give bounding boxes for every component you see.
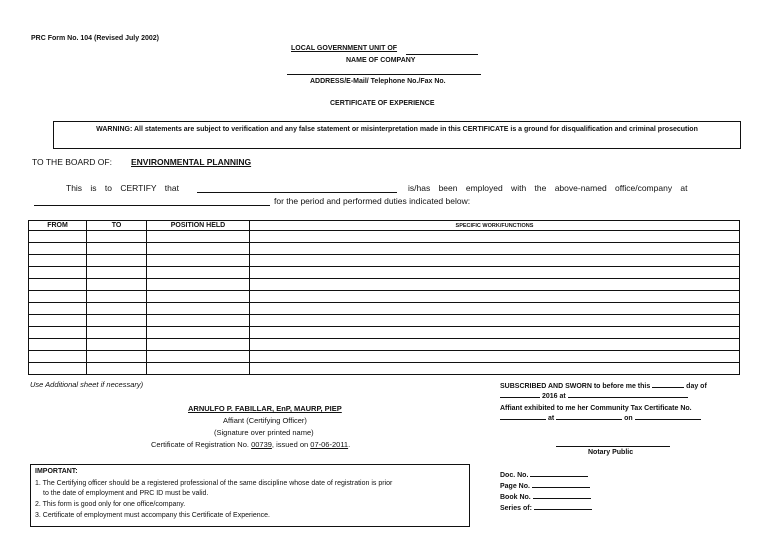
- table-row: [29, 291, 740, 303]
- doc-no-label: Doc. No.: [500, 472, 529, 479]
- from-cell[interactable]: [29, 351, 87, 363]
- position-cell[interactable]: [147, 363, 250, 375]
- affiant-name: ARNULFO P. FABILLAR, EnP, MAURP, PIEP: [188, 404, 342, 413]
- notary-label: Notary Public: [588, 449, 634, 456]
- to-cell[interactable]: [87, 231, 147, 243]
- ctc-place-blank[interactable]: [556, 419, 622, 420]
- position-cell[interactable]: [147, 315, 250, 327]
- employee-name-blank[interactable]: [197, 192, 397, 193]
- to-cell[interactable]: [87, 327, 147, 339]
- functions-cell[interactable]: [250, 267, 740, 279]
- page-no-row: [500, 483, 590, 490]
- position-cell[interactable]: [147, 255, 250, 267]
- to-cell[interactable]: [87, 363, 147, 375]
- lgu-label: LOCAL GOVERNMENT UNIT OF: [291, 45, 398, 52]
- sworn-line1: [500, 383, 707, 390]
- additional-sheet-note: Use Additional sheet if necessary): [30, 380, 144, 389]
- ctc-line: [500, 415, 701, 422]
- lgu-blank[interactable]: [406, 54, 478, 55]
- important-heading: IMPORTANT:: [35, 468, 78, 475]
- warning-text: WARNING: All statements are subject to verification and any false statement or misinterpretation made in this CERTIFICATE is a ground for disqualification and criminal prosecution: [96, 126, 698, 133]
- location-blank[interactable]: [34, 205, 270, 206]
- sworn-text: SUBSCRIBED AND SWORN to before me this: [500, 383, 651, 390]
- functions-cell[interactable]: [250, 231, 740, 243]
- to-cell[interactable]: [87, 303, 147, 315]
- position-cell[interactable]: [147, 291, 250, 303]
- book-no-row: [500, 494, 591, 501]
- table-row: [29, 303, 740, 315]
- position-cell[interactable]: [147, 279, 250, 291]
- doc-no-row: [500, 472, 588, 479]
- functions-cell[interactable]: [250, 291, 740, 303]
- to-cell[interactable]: [87, 291, 147, 303]
- position-cell[interactable]: [147, 327, 250, 339]
- important-box: [30, 464, 470, 527]
- board-label: TO THE BOARD OF:: [32, 157, 112, 167]
- functions-cell[interactable]: [250, 363, 740, 375]
- series-blank[interactable]: [534, 509, 592, 510]
- position-cell[interactable]: [147, 303, 250, 315]
- table-row: [29, 339, 740, 351]
- functions-cell[interactable]: [250, 255, 740, 267]
- registration-period: .: [348, 440, 351, 449]
- address-label: ADDRESS/E-Mail/ Telephone No./Fax No.: [310, 78, 446, 85]
- from-cell[interactable]: [29, 327, 87, 339]
- experience-table: [28, 220, 740, 375]
- column-header-from: FROM: [29, 221, 87, 231]
- page-no-label: Page No.: [500, 483, 530, 490]
- to-cell[interactable]: [87, 315, 147, 327]
- signature-note: (Signature over printed name): [214, 428, 314, 437]
- position-cell[interactable]: [147, 243, 250, 255]
- important-item-2: 2. This form is good only for one office/company.: [35, 501, 186, 508]
- column-header-to: TO: [87, 221, 147, 231]
- board-value: ENVIRONMENTAL PLANNING: [131, 157, 252, 167]
- functions-cell[interactable]: [250, 351, 740, 363]
- ctc-text: Affiant exhibited to me her Community Tax Certificate No.: [500, 405, 692, 412]
- functions-cell[interactable]: [250, 243, 740, 255]
- ctc-date-blank[interactable]: [635, 419, 701, 420]
- issued-date[interactable]: 07-06-2011: [310, 440, 349, 449]
- form-number: PRC Form No. 104 (Revised July 2002): [31, 35, 159, 42]
- from-cell[interactable]: [29, 231, 87, 243]
- to-cell[interactable]: [87, 243, 147, 255]
- important-item-3: 3. Certificate of employment must accompany this Certificate of Experience.: [35, 512, 270, 519]
- position-cell[interactable]: [147, 231, 250, 243]
- notary-signature-line[interactable]: [556, 446, 670, 447]
- table-row: [29, 267, 740, 279]
- functions-cell[interactable]: [250, 279, 740, 291]
- table-row: [29, 231, 740, 243]
- to-cell[interactable]: [87, 255, 147, 267]
- sworn-year: 2016 at: [541, 393, 566, 400]
- doc-no-blank[interactable]: [530, 476, 588, 477]
- position-cell[interactable]: [147, 339, 250, 351]
- table-row: [29, 315, 740, 327]
- position-cell[interactable]: [147, 351, 250, 363]
- from-cell[interactable]: [29, 267, 87, 279]
- from-cell[interactable]: [29, 243, 87, 255]
- series-row: [500, 505, 592, 512]
- functions-cell[interactable]: [250, 327, 740, 339]
- to-cell[interactable]: [87, 339, 147, 351]
- to-cell[interactable]: [87, 267, 147, 279]
- from-cell[interactable]: [29, 255, 87, 267]
- registration-line: [151, 440, 350, 449]
- sworn-line2: [500, 393, 688, 400]
- functions-cell[interactable]: [250, 315, 740, 327]
- to-cell[interactable]: [87, 279, 147, 291]
- table-row: [29, 279, 740, 291]
- registration-prefix: Certificate of Registration No.: [151, 440, 249, 449]
- column-header-functions: SPECIFIC WORK/FUNCTIONS: [250, 221, 740, 231]
- table-row: [29, 351, 740, 363]
- from-cell[interactable]: [29, 363, 87, 375]
- position-cell[interactable]: [147, 267, 250, 279]
- from-cell[interactable]: [29, 339, 87, 351]
- functions-cell[interactable]: [250, 339, 740, 351]
- sworn-day-blank[interactable]: [652, 387, 684, 388]
- book-no-blank[interactable]: [533, 498, 591, 499]
- table-row: [29, 243, 740, 255]
- company-name: NAME OF COMPANY: [346, 57, 416, 64]
- from-cell[interactable]: [29, 315, 87, 327]
- column-header-position: POSITION HELD: [147, 221, 250, 231]
- address-line[interactable]: [287, 74, 481, 75]
- registration-number[interactable]: 00739: [251, 440, 272, 449]
- table-header-row: [29, 221, 740, 231]
- issued-on-label: , issued on: [271, 440, 309, 449]
- to-cell[interactable]: [87, 351, 147, 363]
- sworn-place-blank[interactable]: [568, 397, 688, 398]
- from-cell[interactable]: [29, 279, 87, 291]
- functions-cell[interactable]: [250, 303, 740, 315]
- sworn-dayof: day of: [686, 383, 707, 390]
- ctc-number-blank[interactable]: [500, 419, 546, 420]
- affiant-role: Affiant (Certifying Officer): [223, 416, 307, 425]
- certify-period: for the period and performed duties indicated below:: [274, 196, 471, 206]
- table-row: [29, 327, 740, 339]
- certificate-title: CERTIFICATE OF EXPERIENCE: [330, 100, 435, 107]
- sworn-month-blank[interactable]: [500, 397, 540, 398]
- table-row: [29, 255, 740, 267]
- certify-intro: This is to CERTIFY that: [66, 183, 179, 193]
- ctc-at: at: [547, 415, 555, 422]
- page-no-blank[interactable]: [532, 487, 590, 488]
- important-item-1-cont: to the date of employment and PRC ID must be valid.: [43, 490, 209, 497]
- series-label: Series of:: [500, 505, 532, 512]
- table-row: [29, 363, 740, 375]
- ctc-on: on: [624, 415, 633, 422]
- from-cell[interactable]: [29, 303, 87, 315]
- from-cell[interactable]: [29, 291, 87, 303]
- book-no-label: Book No.: [500, 494, 531, 501]
- warning-box: [53, 121, 741, 149]
- important-item-1: 1. The Certifying officer should be a registered professional of the same discipline whose date of registration is prior: [35, 480, 393, 487]
- certify-employed: is/has been employed with the above-named office/company at: [408, 183, 688, 193]
